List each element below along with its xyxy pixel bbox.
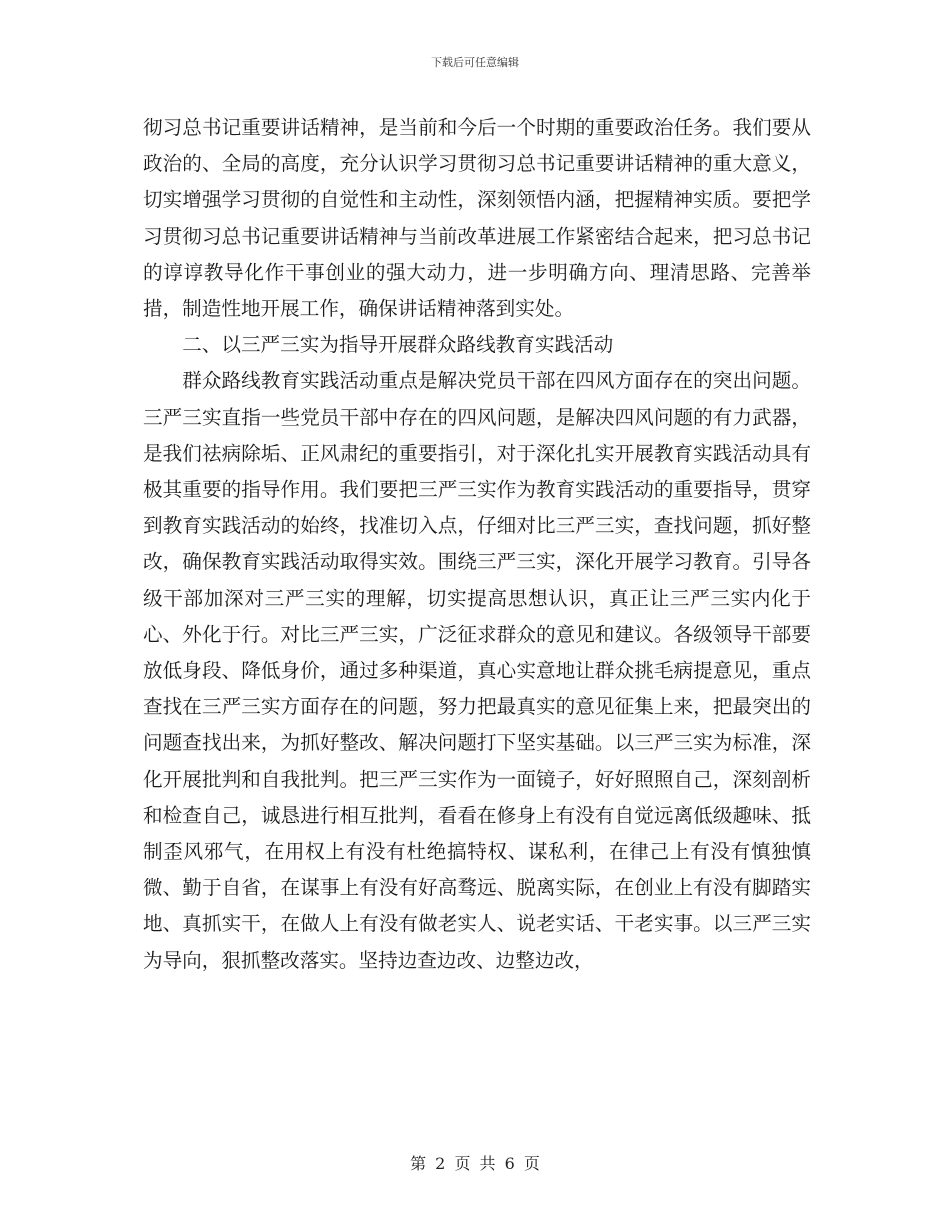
paragraph-1: 彻习总书记重要讲话精神，是当前和今后一个时期的重要政治任务。我们要从政治的、全局的高度，充分认识学习贯彻习总书记重要讲话精神的重大意义，切实增强学习贯彻的自觉性和主动性，深刻领悟内涵，把握精神实质。要把学习贯彻习总书记重要讲话精神与当前改革进展工作紧密结合起来，把习总书记的谆谆教导化作干事创业的强大动力，进一步明确方向、理清思路、完善举措，制造性地开展工作，确保讲话精神落到实处。 [143,116,811,321]
document-body [143,110,811,979]
section-heading: 二、以三严三实为指导开展群众路线教育实践活动 [182,333,614,357]
paragraph-2: 群众路线教育实践活动重点是解决党员干部在四风方面存在的突出问题。三严三实直指一些党员干部中存在的四风问题，是解决四风问题的有力武器，是我们祛病除垢、正风肃纪的重要指引，对于深化扎实开展教育实践活动具有极其重要的指导作用。我们要把三严三实作为教育实践活动的重要指导，贯穿到教育实践活动的始终，找准切入点，仔细对比三严三实，查找问题，抓好整改，确保教育实践活动取得实效。围绕三严三实，深化开展学习教育。引导各级干部加深对三严三实的理解，切实提高思想认识，真正让三严三实内化于心、外化于行。对比三严三实，广泛征求群众的意见和建议。各级领导干部要放低身段、降低身价，通过多种渠道，真心实意地让群众挑毛病提意见，重点查找在三严三实方面存在的问题，努力把最真实的意见征集上来，把最突出的问题查找出来，为抓好整改、解决问题打下坚实基础。以三严三实为标准，深化开展批判和自我批判。把三严三实作为一面镜子，好好照照自己，深刻剖析和检查自己，诚恳进行相互批判，看看在修身上有没有自觉远离低级趣味、抵制歪风邪气，在用权上有没有杜绝搞特权、谋私利，在律己上有没有慎独慎微、勤于自省，在谋事上有没有好高骛远、脱离实际，在创业上有没有脚踏实地、真抓实干，在做人上有没有做老实人、说老实话、干老实事。以三严三实为导向，狠抓整改落实。坚持边查边改、边整边改， [143,369,811,972]
page-footer: 第 2 页 共 6 页 [410,1154,540,1173]
page-header: 下载后可任意编辑 [431,56,519,69]
